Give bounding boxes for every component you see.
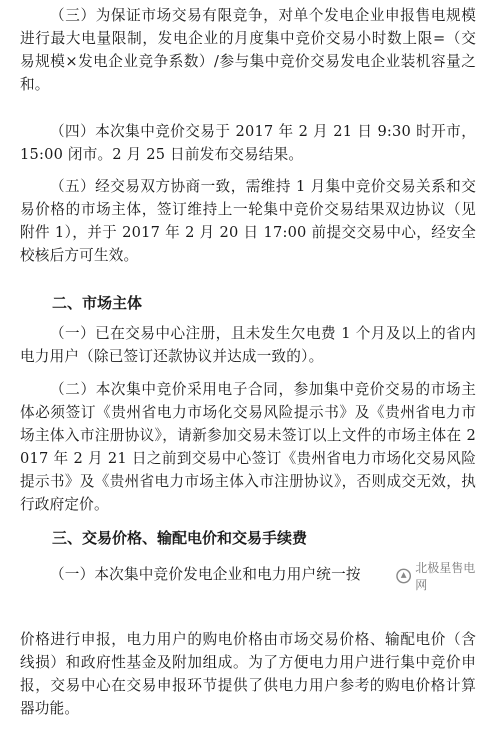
paragraph-item-5: （五）经交易双方协商一致，需维持 1 月集中竞价交易关系和交易价格的市场主体，签订维持上一轮集中竞价交易结果双边协议（见附件 1），并于 2017 年 2 月 20 日 17:00 前提交交易中心，经安全校核后方可生效。 (20, 178, 476, 264)
price-item-1-start: （一）本次集中竞价发电企业和电力用户统一按 (50, 566, 361, 583)
section-heading-3: 三、交易价格、输配电价和交易手续费 (52, 529, 308, 547)
subject-item-2: （二）本次集中竞价采用电子合同，参加集中竞价交易的市场主体必须签订《贵州省电力市场化交易风险提示书》及《贵州省电力市场主体入市注册协议》，请新参加交易未签订以上文件的市场主体在 2017 年 2 月 21 日之前到交易中心签订《贵州省电力市场化交易风险提示书》及《贵州省电力市场主体入市注册协议》，否则成交无效，执行政府定价。 (20, 381, 476, 513)
paragraph-item-4: （四）本次集中竞价交易于 2017 年 2 月 21 日 9:30 时开市，15:00 闭市。2 月 25 日前发布交易结果。 (20, 123, 476, 163)
logo-icon (396, 568, 411, 584)
watermark (392, 561, 488, 592)
watermark-text: 北极星售电网 (415, 561, 476, 592)
paragraph-item-3: （三）为保证市场交易有限竞争，对单个发电企业申报售电规模进行最大电量限制，发电企业的月度集中竞价交易小时数上限=（交易规模×发电企业竞争系数）/参与集中竞价交易发电企业装机容量之和。 (20, 7, 476, 93)
price-item-1-continued: 价格进行申报，电力用户的购电价格由市场交易价格、输配电价（含线损）和政府性基金及附加组成。为了方便电力用户进行集中竞价申报，交易中心在交易申报环节提供了供电力用户参考的购电价格计算器功能。 (20, 631, 476, 717)
section-heading-2: 二、市场主体 (52, 294, 143, 312)
subject-item-1: （一）已在交易中心注册，且未发生欠电费 1 个月及以上的省内电力用户（除已签订还款协议并达成一致的）。 (20, 325, 476, 365)
